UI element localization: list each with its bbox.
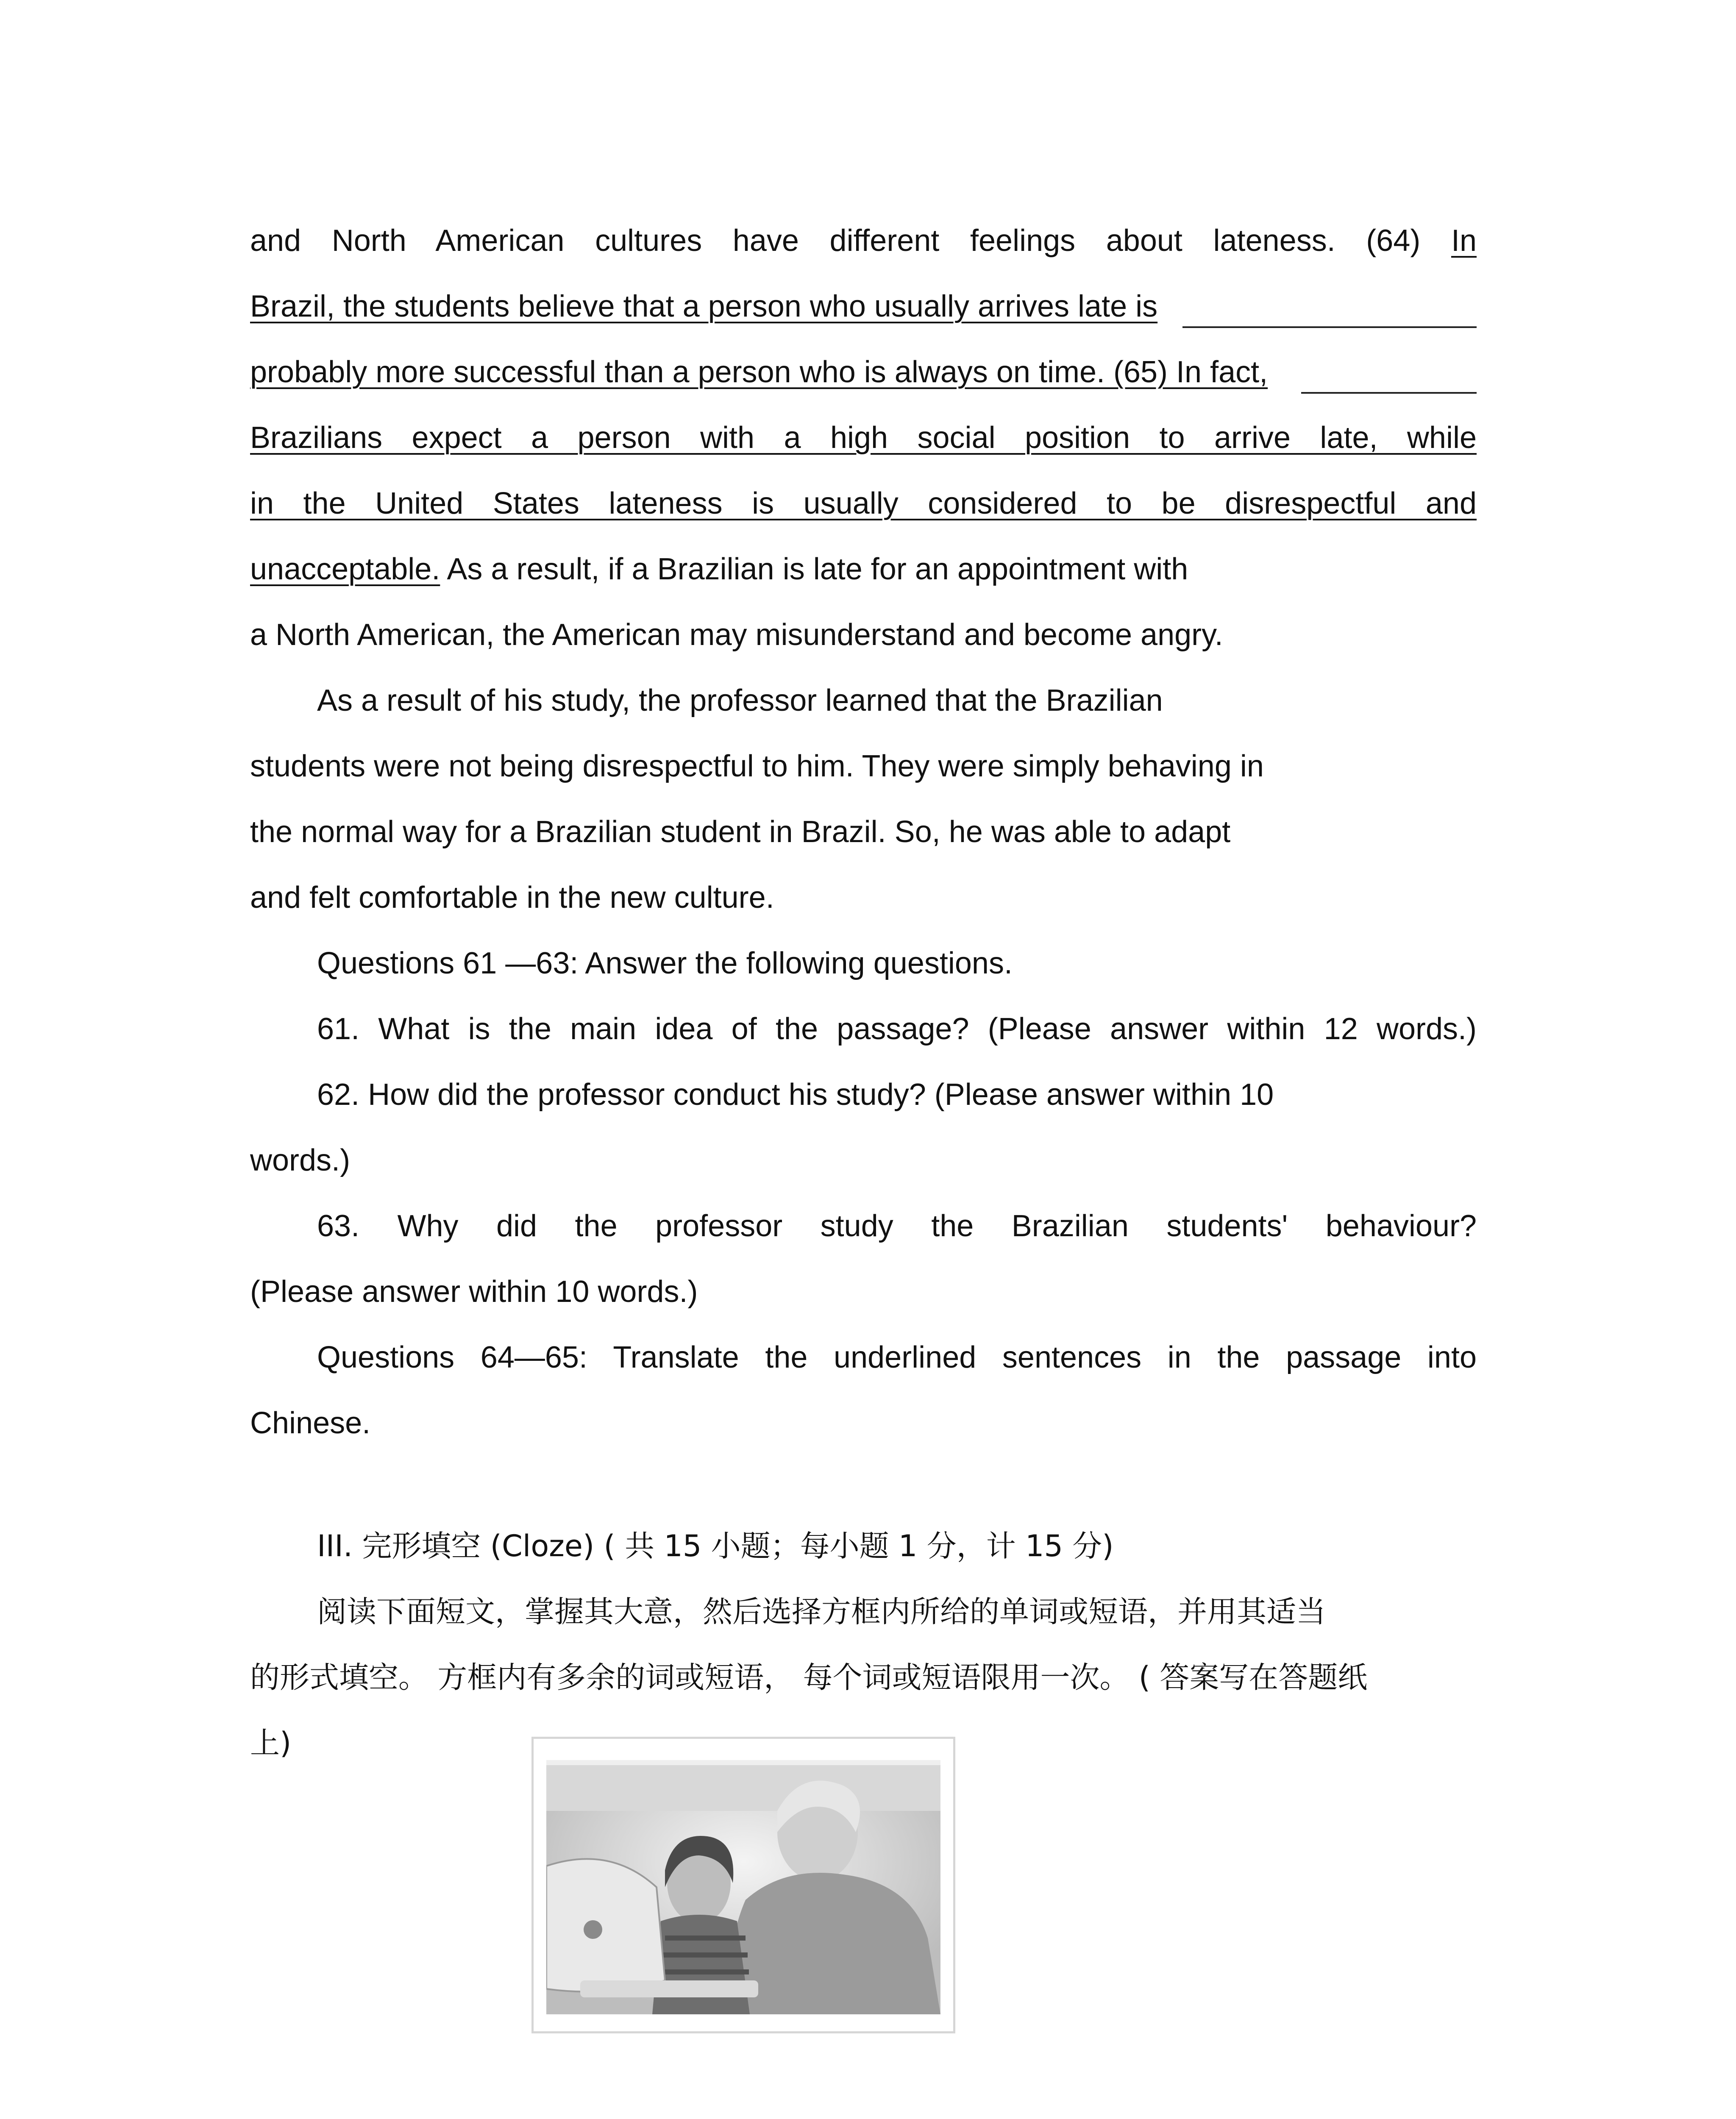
- question-63: 63. Why did the professor study the Brazilian students' behaviour?: [317, 1209, 1477, 1243]
- section-3-title: III. 完形填空 (Cloze) ( 共 15 小题；每小题 1 分，计 15 分): [317, 1529, 1114, 1563]
- paragraph2-line-1: As a result of his study, the professor learned that the Brazilian: [317, 684, 1163, 717]
- section-3-instruction-1: 阅读下面短文，掌握其大意，然后选择方框内所给的单词或短语，并用其适当: [317, 1594, 1326, 1629]
- passage-line-1: [250, 220, 1477, 261]
- passage-text: As a result, if a Brazilian is late for an appointment with: [440, 552, 1188, 586]
- questions-64-65-header: Questions 64—65: Translate the underlined sentences in the passage into: [317, 1340, 1477, 1374]
- question-62-cont: words.): [250, 1143, 351, 1177]
- question-63-cont: (Please answer within 10 words.): [250, 1275, 698, 1309]
- underline-rule: [1182, 326, 1477, 328]
- question-61: 61. What is the main idea of the passage? (Please answer within 12 words.): [317, 1012, 1477, 1046]
- passage-line-4: Brazilians expect a person with a high social position to arrive late, while: [250, 421, 1477, 455]
- section-3-instruction-3: 上): [250, 1726, 292, 1760]
- passage-line-2: Brazil, the students believe that a person who usually arrives late is: [250, 289, 1158, 323]
- paragraph2-line-2: students were not being disrespectful to him. They were simply behaving in: [250, 749, 1264, 783]
- underlined-text: unacceptable.: [250, 552, 440, 586]
- passage-line-7: a North American, the American may misunderstand and become angry.: [250, 618, 1223, 652]
- underlined-text: In: [1451, 224, 1477, 258]
- underline-rule: [1301, 392, 1477, 394]
- paragraph2-line-3: the normal way for a Brazilian student in Brazil. So, he was able to adapt: [250, 815, 1231, 849]
- photo-woman-girl-laptop-icon: [546, 1760, 940, 2014]
- questions-64-65-cont: Chinese.: [250, 1406, 371, 1440]
- questions-61-63-header: Questions 61 —63: Answer the following questions.: [317, 946, 1013, 980]
- photo-frame: [531, 1737, 955, 2033]
- section-3-instruction-2: 的形式填空。 方框内有多余的词或短语， 每个词或短语限用一次。 ( 答案写在答题纸: [250, 1660, 1368, 1695]
- question-62: 62. How did the professor conduct his study? (Please answer within 10: [317, 1078, 1274, 1112]
- paragraph2-line-4: and felt comfortable in the new culture.: [250, 881, 774, 915]
- passage-line-3: probably more successful than a person who is always on time. (65) In fact,: [250, 355, 1268, 389]
- passage-line-6: [250, 549, 1477, 590]
- passage-line-5: in the United States lateness is usually considered to be disrespectful and: [250, 487, 1477, 520]
- passage-text: and North American cultures have different feelings about lateness. (64): [250, 224, 1421, 258]
